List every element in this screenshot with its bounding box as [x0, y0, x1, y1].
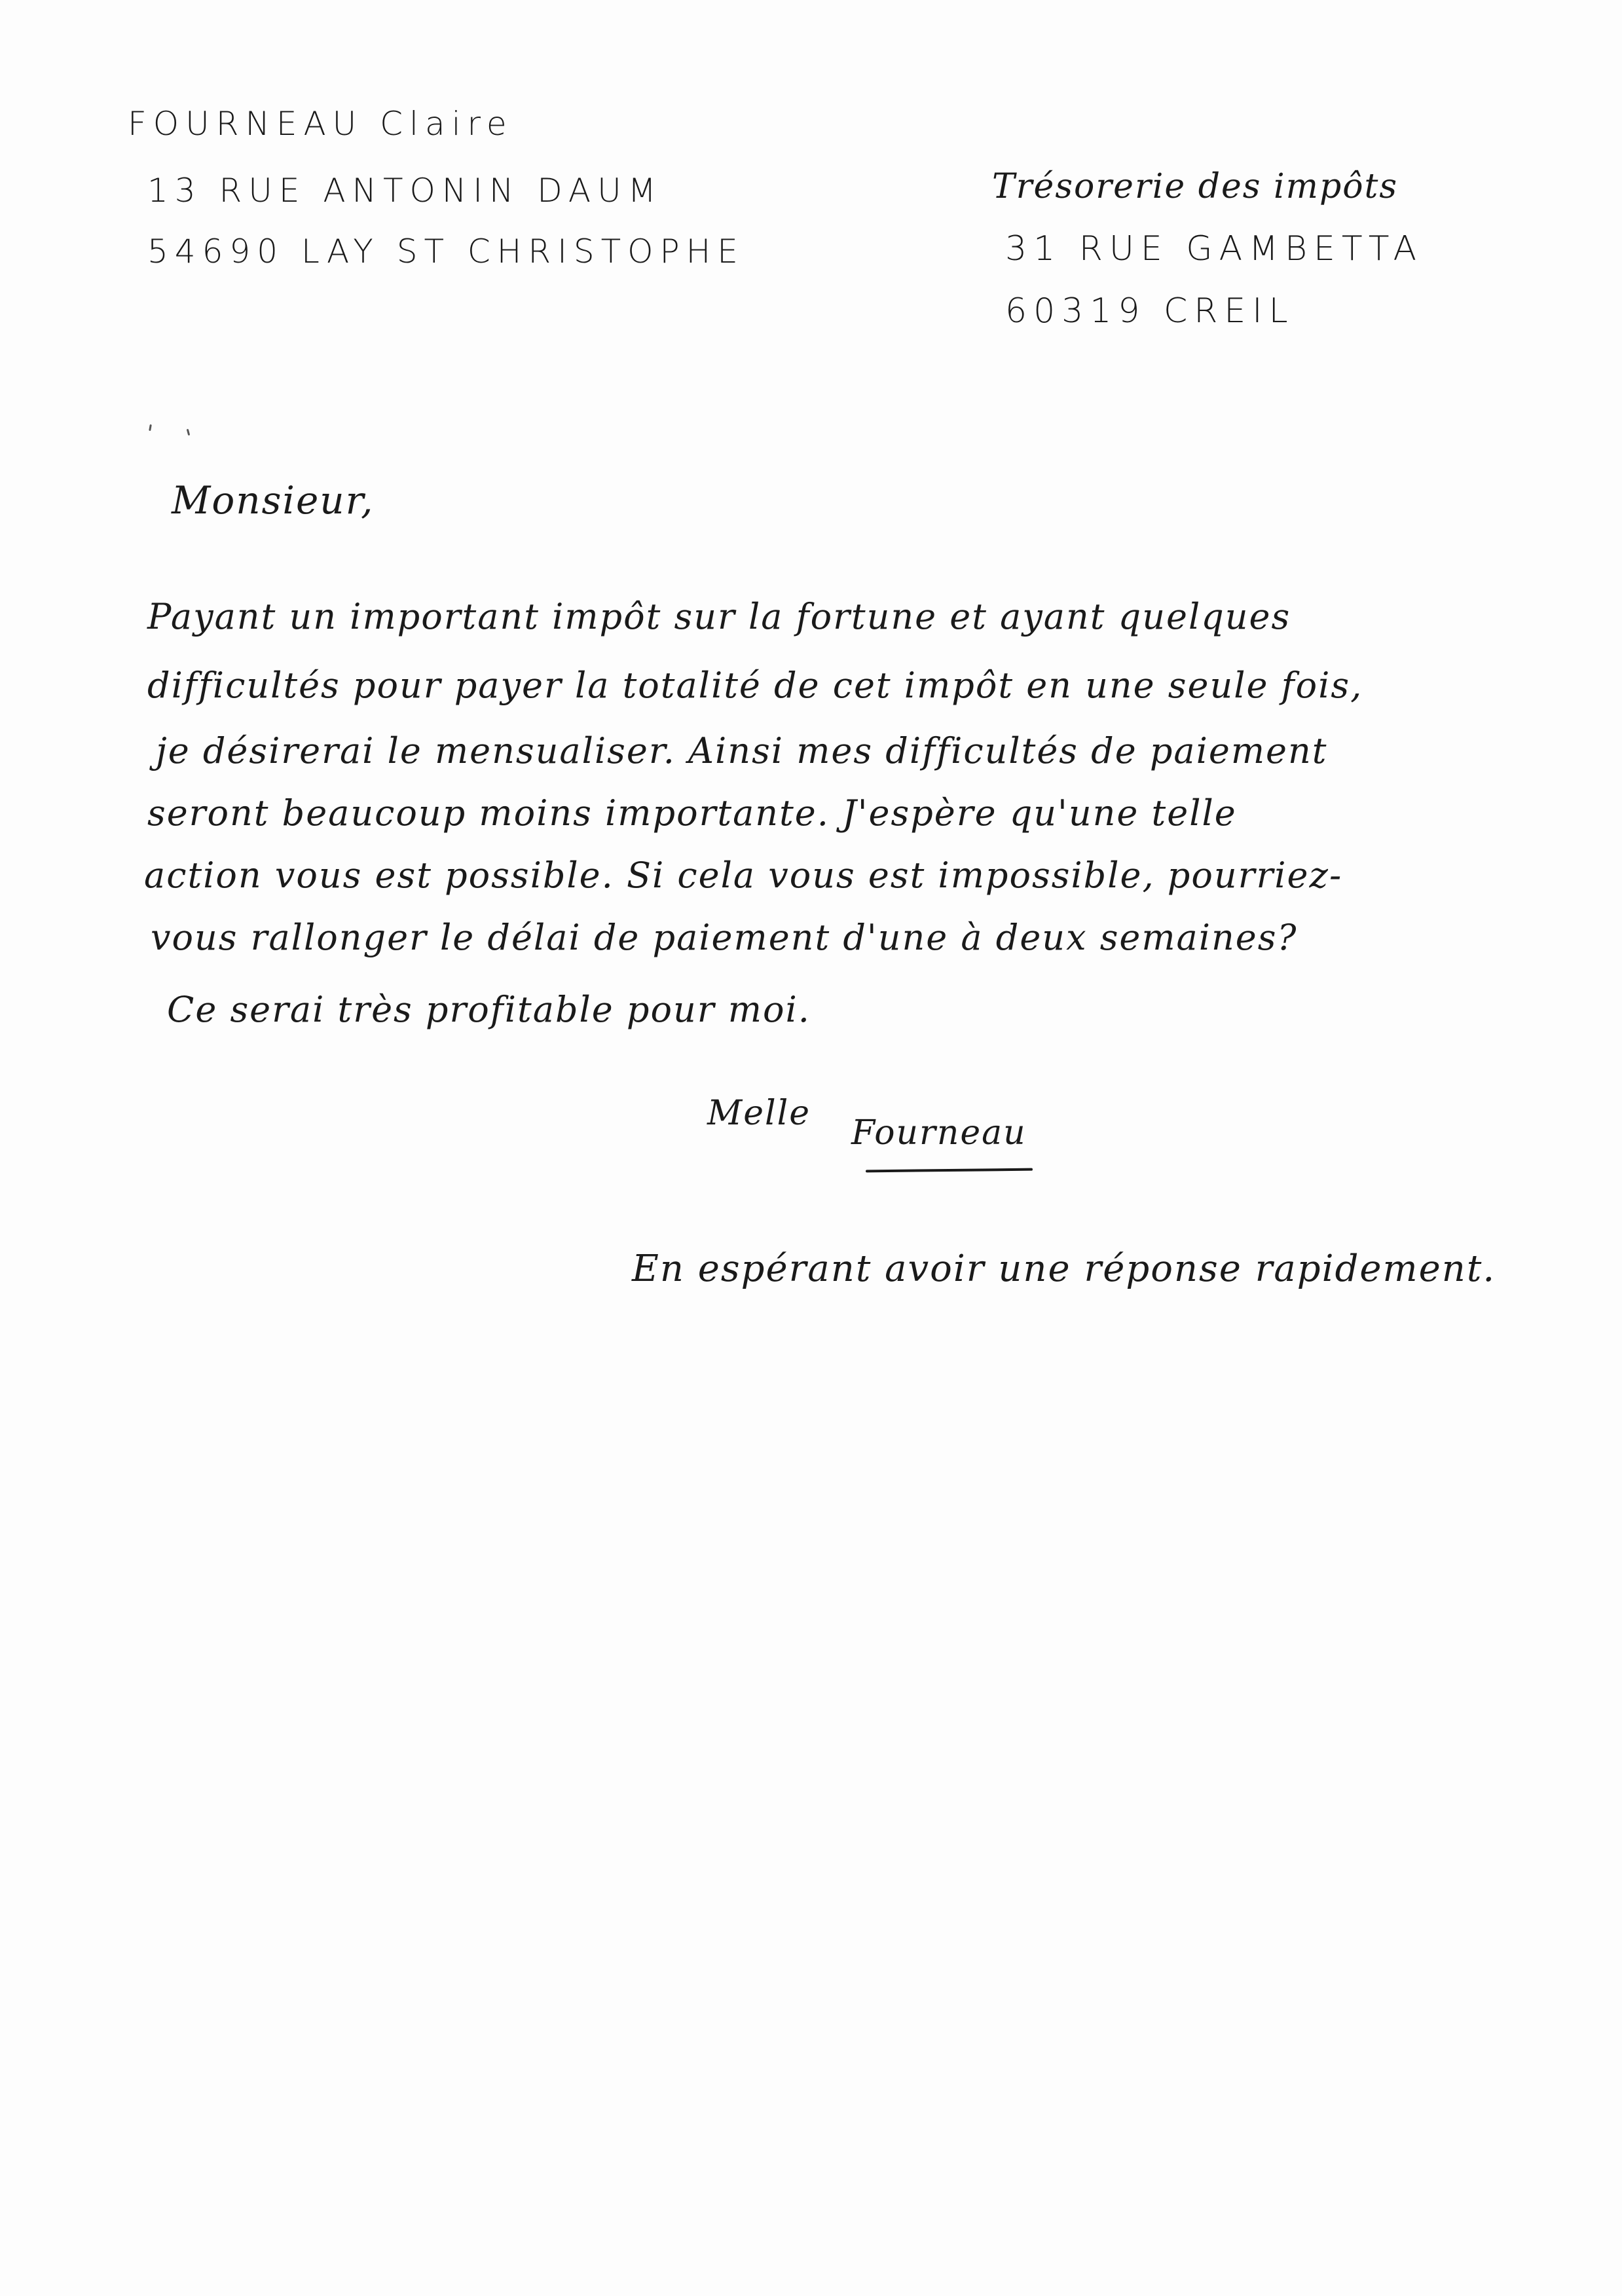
body-line-6: vous rallonger le délai de paiement d'une à deux semaines? [151, 917, 1298, 958]
sender-city: 54690 LAY ST CHRISTOPHE [147, 232, 745, 270]
closing-line: En espérant avoir une réponse rapidement. [632, 1248, 1496, 1290]
recipient-city: 60319 CREIL [1005, 291, 1295, 331]
body-line-2: difficultés pour payer la totalité de cet impôt en une seule fois, [147, 665, 1363, 706]
signature-name: Fourneau [851, 1113, 1027, 1153]
body-line-4: seront beaucoup moins importante. J'espère qu'une telle [147, 792, 1237, 834]
signature-title: Melle [707, 1094, 811, 1133]
sender-name: FOURNEAU Claire [128, 105, 513, 143]
sender-street: 13 RUE ANTONIN DAUM [147, 172, 663, 210]
signature-underline [866, 1168, 1033, 1173]
recipient-street: 31 RUE GAMBETTA [1005, 229, 1424, 268]
body-line-5: action vous est possible. Si cela vous est impossible, pourriez- [144, 855, 1343, 896]
recipient-name: Trésorerie des impôts [992, 167, 1399, 206]
salutation: Monsieur, [172, 478, 375, 523]
stray-mark [149, 424, 152, 431]
body-line-1: Payant un important impôt sur la fortune et ayant quelques [147, 596, 1291, 637]
stray-mark [187, 429, 190, 435]
body-line-7: Ce serai très profitable pour moi. [167, 989, 811, 1030]
body-line-3: je désirerai le mensualiser. Ainsi mes difficultés de paiement [156, 730, 1328, 771]
